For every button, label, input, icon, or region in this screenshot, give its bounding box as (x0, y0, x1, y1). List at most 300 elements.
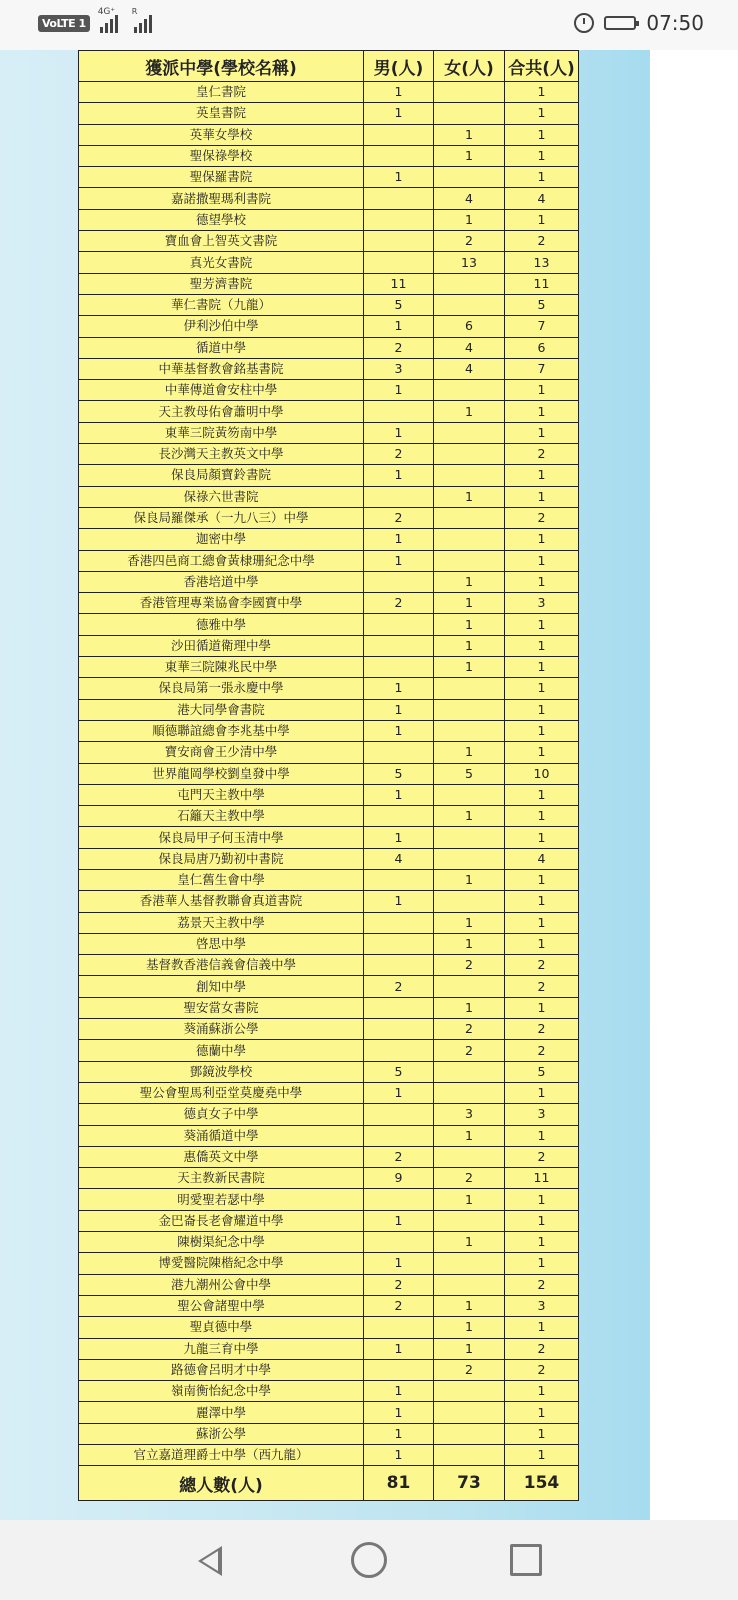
header-female: 女(人) (434, 51, 505, 82)
cell-school: 九龍三育中學 (79, 1338, 364, 1359)
cell-school: 天主教新民書院 (79, 1168, 364, 1189)
table-row (79, 486, 579, 507)
cell-school: 保良局羅傑承（一九八三）中學 (79, 507, 364, 528)
table-row (79, 1359, 579, 1380)
cell-total: 1 (505, 742, 579, 763)
table-row (79, 1168, 579, 1189)
cell-female: 1 (434, 145, 505, 166)
table-row (79, 976, 579, 997)
cell-school: 陳樹渠紀念中學 (79, 1232, 364, 1253)
cell-female: 1 (434, 869, 505, 890)
cell-female: 1 (434, 614, 505, 635)
table-row (79, 1295, 579, 1316)
cell-total: 3 (505, 593, 579, 614)
cell-total: 1 (505, 869, 579, 890)
cell-total: 1 (505, 784, 579, 805)
cell-male (364, 124, 434, 145)
cell-male: 1 (364, 827, 434, 848)
volte-label: VoLTE (42, 16, 76, 30)
cell-female (434, 1253, 505, 1274)
cell-total: 1 (505, 167, 579, 188)
cell-total: 6 (505, 337, 579, 358)
cell-female (434, 827, 505, 848)
cell-school: 石籬天主教中學 (79, 806, 364, 827)
cell-school: 中華傳道會安柱中學 (79, 380, 364, 401)
cell-school: 保祿六世書院 (79, 486, 364, 507)
cell-male: 2 (364, 976, 434, 997)
table-row (79, 1338, 579, 1359)
table-row (79, 167, 579, 188)
table-row (79, 550, 579, 571)
cell-male: 1 (364, 465, 434, 486)
signal-icon (97, 7, 118, 33)
cell-male: 2 (364, 593, 434, 614)
cell-female (434, 103, 505, 124)
cell-female: 1 (434, 1232, 505, 1253)
cell-male (364, 635, 434, 656)
cell-school: 港大同學會書院 (79, 699, 364, 720)
cell-female: 1 (434, 593, 505, 614)
cell-school: 聖貞德中學 (79, 1317, 364, 1338)
cell-school: 荔景天主教中學 (79, 912, 364, 933)
cell-male: 1 (364, 1423, 434, 1444)
allocation-table (78, 50, 579, 1501)
cell-school: 蘇浙公學 (79, 1423, 364, 1444)
cell-male: 1 (364, 380, 434, 401)
table-row (79, 806, 579, 827)
cell-female (434, 1146, 505, 1167)
cell-female (434, 1274, 505, 1295)
cell-total: 1 (505, 1381, 579, 1402)
total-female: 73 (434, 1466, 505, 1501)
cell-female (434, 891, 505, 912)
cell-male (364, 1189, 434, 1210)
table-row (79, 912, 579, 933)
status-bar (0, 0, 738, 50)
cell-total: 1 (505, 912, 579, 933)
table-row (79, 273, 579, 294)
table-row (79, 742, 579, 763)
cell-female: 1 (434, 912, 505, 933)
table-row (79, 465, 579, 486)
table-row (79, 1019, 579, 1040)
cell-total: 1 (505, 933, 579, 954)
cell-male (364, 486, 434, 507)
cell-total: 1 (505, 529, 579, 550)
cell-male: 1 (364, 167, 434, 188)
cell-total: 1 (505, 1402, 579, 1423)
cell-female (434, 720, 505, 741)
cell-school: 聖公會諸聖中學 (79, 1295, 364, 1316)
cell-male (364, 1232, 434, 1253)
cell-school: 聖芳濟書院 (79, 273, 364, 294)
cell-school: 路德會呂明才中學 (79, 1359, 364, 1380)
table-row (79, 1423, 579, 1444)
cell-total: 1 (505, 550, 579, 571)
cell-male (364, 252, 434, 273)
cell-male (364, 209, 434, 230)
cell-female: 2 (434, 1040, 505, 1061)
cell-total: 1 (505, 1125, 579, 1146)
cell-male: 5 (364, 1061, 434, 1082)
table-row (79, 635, 579, 656)
cell-female: 1 (434, 401, 505, 422)
cell-school: 長沙灣天主教英文中學 (79, 444, 364, 465)
cell-female (434, 784, 505, 805)
cell-male (364, 806, 434, 827)
cell-total: 7 (505, 358, 579, 379)
cell-total: 1 (505, 1317, 579, 1338)
cell-male (364, 955, 434, 976)
table-row (79, 529, 579, 550)
table-row (79, 763, 579, 784)
cell-total: 1 (505, 571, 579, 592)
cell-male: 1 (364, 1338, 434, 1359)
table-row (79, 82, 579, 103)
battery-icon (604, 16, 636, 30)
cell-school: 保良局顏寶鈴書院 (79, 465, 364, 486)
cell-total: 7 (505, 316, 579, 337)
table-row (79, 1402, 579, 1423)
cell-female (434, 699, 505, 720)
cell-female (434, 529, 505, 550)
cell-total: 2 (505, 955, 579, 976)
table-row (79, 1253, 579, 1274)
cell-school: 沙田循道衛理中學 (79, 635, 364, 656)
cell-school: 東華三院黃笏南中學 (79, 422, 364, 443)
cell-school: 德蘭中學 (79, 1040, 364, 1061)
table-total-row (79, 1466, 579, 1501)
cell-female: 1 (434, 1338, 505, 1359)
cell-school: 天主教母佑會蕭明中學 (79, 401, 364, 422)
cell-school: 聖保羅書院 (79, 167, 364, 188)
recent-apps-icon[interactable] (510, 1544, 542, 1576)
table-row (79, 1082, 579, 1103)
cell-total: 1 (505, 124, 579, 145)
cell-male (364, 1317, 434, 1338)
cell-female: 1 (434, 1125, 505, 1146)
cell-female: 4 (434, 337, 505, 358)
cell-total: 1 (505, 1445, 579, 1466)
cell-total: 1 (505, 465, 579, 486)
cell-male (364, 1040, 434, 1061)
table-row (79, 571, 579, 592)
cell-school: 嘉諾撒聖瑪利書院 (79, 188, 364, 209)
table-header-row (79, 51, 579, 82)
cell-male (364, 145, 434, 166)
cell-male: 2 (364, 337, 434, 358)
status-right (574, 11, 704, 35)
cell-female (434, 1061, 505, 1082)
cell-male: 1 (364, 1210, 434, 1231)
table-row (79, 869, 579, 890)
table-row (79, 444, 579, 465)
cell-school: 麗澤中學 (79, 1402, 364, 1423)
cell-school: 英皇書院 (79, 103, 364, 124)
right-margin (650, 50, 738, 1520)
cell-male: 1 (364, 529, 434, 550)
table-row (79, 1445, 579, 1466)
cell-male (364, 401, 434, 422)
cell-female: 13 (434, 252, 505, 273)
cell-female: 2 (434, 231, 505, 252)
clock: 07:50 (646, 11, 704, 35)
table-row (79, 657, 579, 678)
cell-school: 保良局唐乃勤初中書院 (79, 848, 364, 869)
cell-school: 惠僑英文中學 (79, 1146, 364, 1167)
document-viewer[interactable] (0, 50, 650, 1520)
cell-school: 葵涌蘇浙公學 (79, 1019, 364, 1040)
cell-total: 2 (505, 1146, 579, 1167)
cell-total: 2 (505, 1019, 579, 1040)
cell-total: 1 (505, 827, 579, 848)
cell-school: 德雅中學 (79, 614, 364, 635)
status-left (38, 7, 152, 33)
cell-school: 香港管理專業協會李國寶中學 (79, 593, 364, 614)
table-row (79, 1146, 579, 1167)
table-row (79, 1317, 579, 1338)
table-body (79, 82, 579, 1466)
cell-total: 2 (505, 1040, 579, 1061)
cell-school: 皇仁書院 (79, 82, 364, 103)
cell-female: 1 (434, 209, 505, 230)
cell-male: 1 (364, 103, 434, 124)
cell-school: 寶血會上智英文書院 (79, 231, 364, 252)
cell-school: 世界龍岡學校劉皇發中學 (79, 763, 364, 784)
cell-total: 1 (505, 1210, 579, 1231)
cell-school: 真光女書院 (79, 252, 364, 273)
cell-female (434, 1210, 505, 1231)
cell-female (434, 294, 505, 315)
header-school: 獲派中學(學校名稱) (79, 51, 364, 82)
cell-total: 1 (505, 614, 579, 635)
network-type: 4G⁺ (97, 7, 116, 17)
cell-school: 聖公會聖馬利亞堂莫慶堯中學 (79, 1082, 364, 1103)
cell-female (434, 507, 505, 528)
cell-female (434, 273, 505, 294)
table-row (79, 145, 579, 166)
cell-total: 2 (505, 1338, 579, 1359)
cell-male (364, 1019, 434, 1040)
cell-female: 2 (434, 1019, 505, 1040)
cell-school: 循道中學 (79, 337, 364, 358)
cell-male: 5 (364, 294, 434, 315)
table-row (79, 614, 579, 635)
cell-male (364, 571, 434, 592)
volte-badge (38, 15, 90, 32)
table-row (79, 1040, 579, 1061)
cell-school: 華仁書院（九龍） (79, 294, 364, 315)
cell-female: 1 (434, 571, 505, 592)
cell-total: 1 (505, 380, 579, 401)
cell-male (364, 614, 434, 635)
cell-female (434, 848, 505, 869)
cell-male (364, 1125, 434, 1146)
table-row (79, 380, 579, 401)
cell-male (364, 1359, 434, 1380)
alarm-icon (574, 13, 594, 33)
table-row (79, 209, 579, 230)
cell-female: 1 (434, 657, 505, 678)
cell-female: 1 (434, 486, 505, 507)
cell-total: 1 (505, 1253, 579, 1274)
cell-school: 鄧鏡波學校 (79, 1061, 364, 1082)
cell-total: 1 (505, 209, 579, 230)
cell-school: 香港培道中學 (79, 571, 364, 592)
cell-male: 2 (364, 507, 434, 528)
cell-female: 1 (434, 742, 505, 763)
table-row (79, 337, 579, 358)
cell-male: 4 (364, 848, 434, 869)
cell-male (364, 742, 434, 763)
cell-total: 13 (505, 252, 579, 273)
cell-male: 11 (364, 273, 434, 294)
cell-male: 2 (364, 1274, 434, 1295)
cell-male: 1 (364, 1381, 434, 1402)
cell-male: 9 (364, 1168, 434, 1189)
cell-male (364, 1104, 434, 1125)
cell-female (434, 422, 505, 443)
cell-male: 1 (364, 699, 434, 720)
cell-total: 1 (505, 1189, 579, 1210)
cell-total: 1 (505, 486, 579, 507)
back-icon[interactable] (192, 1542, 228, 1578)
cell-school: 迦密中學 (79, 529, 364, 550)
cell-total: 1 (505, 145, 579, 166)
cell-male (364, 997, 434, 1018)
cell-total: 5 (505, 1061, 579, 1082)
table-row (79, 848, 579, 869)
cell-female: 2 (434, 1359, 505, 1380)
table-row (79, 231, 579, 252)
home-icon[interactable] (351, 1542, 387, 1578)
signal-icon-2 (131, 7, 152, 33)
cell-school: 官立嘉道理爵士中學（西九龍） (79, 1445, 364, 1466)
cell-total: 1 (505, 997, 579, 1018)
table-row (79, 422, 579, 443)
cell-female (434, 550, 505, 571)
cell-total: 11 (505, 273, 579, 294)
cell-total: 2 (505, 444, 579, 465)
cell-female: 1 (434, 635, 505, 656)
cell-total: 3 (505, 1104, 579, 1125)
cell-male: 1 (364, 1402, 434, 1423)
allocation-table-container (78, 50, 578, 1501)
table-row (79, 997, 579, 1018)
cell-total: 2 (505, 1359, 579, 1380)
cell-total: 1 (505, 891, 579, 912)
cell-school: 英華女學校 (79, 124, 364, 145)
cell-male: 2 (364, 444, 434, 465)
cell-school: 德貞女子中學 (79, 1104, 364, 1125)
header-total: 合共(人) (505, 51, 579, 82)
cell-total: 1 (505, 720, 579, 741)
cell-total: 1 (505, 401, 579, 422)
cell-female (434, 465, 505, 486)
cell-school: 金巴崙長老會耀道中學 (79, 1210, 364, 1231)
cell-female (434, 1381, 505, 1402)
roaming-indicator: R (131, 7, 138, 16)
table-row (79, 358, 579, 379)
cell-school: 嶺南衡怡紀念中學 (79, 1381, 364, 1402)
cell-female: 4 (434, 188, 505, 209)
cell-female: 3 (434, 1104, 505, 1125)
table-row (79, 1189, 579, 1210)
cell-female: 1 (434, 997, 505, 1018)
cell-school: 寶安商會王少清中學 (79, 742, 364, 763)
cell-total: 1 (505, 1423, 579, 1444)
cell-total: 1 (505, 635, 579, 656)
table-row (79, 720, 579, 741)
cell-female (434, 678, 505, 699)
cell-school: 保良局甲子何玉清中學 (79, 827, 364, 848)
cell-male (364, 231, 434, 252)
cell-total: 2 (505, 507, 579, 528)
cell-female (434, 1423, 505, 1444)
cell-female: 1 (434, 124, 505, 145)
cell-female: 1 (434, 806, 505, 827)
cell-female: 6 (434, 316, 505, 337)
cell-male: 1 (364, 82, 434, 103)
cell-total: 2 (505, 1274, 579, 1295)
cell-school: 屯門天主教中學 (79, 784, 364, 805)
cell-total: 2 (505, 976, 579, 997)
cell-total: 5 (505, 294, 579, 315)
table-row (79, 955, 579, 976)
cell-school: 香港華人基督教聯會真道書院 (79, 891, 364, 912)
cell-male: 1 (364, 891, 434, 912)
table-row (79, 1125, 579, 1146)
table-row (79, 678, 579, 699)
cell-total: 1 (505, 103, 579, 124)
cell-total: 1 (505, 82, 579, 103)
table-row (79, 401, 579, 422)
cell-total: 1 (505, 1082, 579, 1103)
cell-male: 5 (364, 763, 434, 784)
cell-school: 聖保祿學校 (79, 145, 364, 166)
cell-school: 東華三院陳兆民中學 (79, 657, 364, 678)
cell-female (434, 1082, 505, 1103)
cell-male: 1 (364, 1082, 434, 1103)
cell-female: 1 (434, 1189, 505, 1210)
cell-female (434, 380, 505, 401)
table-row (79, 252, 579, 273)
table-row (79, 507, 579, 528)
navigation-bar (0, 1520, 738, 1600)
table-row (79, 933, 579, 954)
cell-total: 10 (505, 763, 579, 784)
cell-total: 4 (505, 848, 579, 869)
table-row (79, 1381, 579, 1402)
cell-total: 2 (505, 231, 579, 252)
table-row (79, 827, 579, 848)
total-label: 總人數(人) (79, 1466, 364, 1501)
cell-male: 2 (364, 1295, 434, 1316)
cell-total: 1 (505, 657, 579, 678)
cell-male: 1 (364, 678, 434, 699)
cell-total: 1 (505, 678, 579, 699)
cell-school: 保良局第一張永慶中學 (79, 678, 364, 699)
cell-school: 明愛聖若瑟中學 (79, 1189, 364, 1210)
cell-male: 1 (364, 1253, 434, 1274)
cell-school: 基督教香港信義會信義中學 (79, 955, 364, 976)
total-all: 154 (505, 1466, 579, 1501)
table-row (79, 784, 579, 805)
cell-female (434, 1402, 505, 1423)
cell-male (364, 933, 434, 954)
cell-female: 2 (434, 955, 505, 976)
cell-school: 聖安當女書院 (79, 997, 364, 1018)
